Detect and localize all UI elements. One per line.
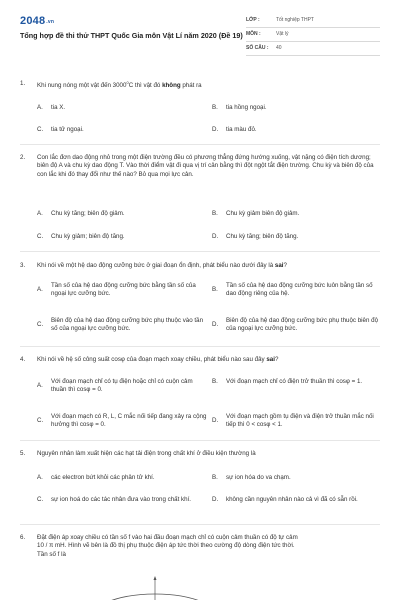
- option-b[interactable]: B. sự ion hóa do va chạm.: [212, 474, 291, 481]
- question-text: Khi nung nóng một vật đến 3000$^0$C thì vật đó không phát ra: [37, 80, 202, 90]
- question-2: [20, 154, 380, 240]
- meta-value: Tốt nghiệp THPT: [276, 17, 314, 24]
- option-a[interactable]: A. Tần số của hệ dao động cưỡng bức bằng tần số của ngoại lực cưỡng bức.: [37, 282, 196, 298]
- question-text: Đặt điện áp xoay chiều có tần số f vào hai đầu đoạn mạch chỉ có cuộn cảm thuần có độ tự cảm 10 / π mH. Hình vẽ bên là đồ thị phụ thuộc điện áp tức thời theo cường độ dòng điện tức thời. Tần số f là: [37, 534, 298, 558]
- question-number: 1.: [20, 80, 26, 87]
- document-title: Tổng hợp đề thi thử THPT Quốc Gia môn Vật Lí năm 2020 (Đề 19): [20, 31, 243, 40]
- question-number: 4.: [20, 356, 26, 363]
- option-c[interactable]: C. tia tử ngoại.: [37, 126, 84, 133]
- meta-key: LỚP :: [246, 17, 260, 24]
- question-text: Nguyên nhân làm xuất hiện các hạt tải điện trong chất khí ở điều kiện thường là: [37, 450, 256, 457]
- question-text: Khi nói về một hệ dao động cưỡng bức ở giai đoạn ổn định, phát biểu nào dưới đây là sai?: [37, 262, 287, 269]
- question-divider: [20, 440, 380, 441]
- meta-row-count: [246, 42, 380, 56]
- option-a[interactable]: A. Với đoạn mạch chỉ có tụ điện hoặc chỉ có cuộn cảm thuần thì cosφ = 0.: [37, 378, 193, 394]
- option-d[interactable]: D. không cần nguyên nhân nào cả vì đã có sẵn rồi.: [212, 496, 358, 503]
- option-b[interactable]: B. tia hồng ngoại.: [212, 104, 267, 111]
- option-c[interactable]: C. sự ion hoá do các tác nhân đưa vào trong chất khí.: [37, 496, 192, 503]
- option-b[interactable]: B. Với đoạn mạch chỉ có điện trở thuần thì cosφ = 1.: [212, 378, 363, 385]
- question-4: [20, 356, 380, 429]
- graph-axis-arrow: [154, 576, 157, 580]
- meta-row-subject: [246, 28, 380, 42]
- graph-figure: [80, 574, 230, 600]
- question-text: Khi nói về hệ số công suất cosφ của đoạn mạch xoay chiều, phát biểu nào sau đây sai?: [37, 356, 279, 363]
- exam-meta: [246, 14, 380, 56]
- option-d[interactable]: D. Chu kỳ tăng; biên độ tăng.: [212, 233, 299, 240]
- meta-value: 40: [276, 45, 282, 52]
- question-number: 6.: [20, 534, 26, 541]
- option-b[interactable]: B. Tần số của hệ dao động cưỡng bức luôn bằng tần số dao động riêng của hệ.: [212, 282, 373, 298]
- question-3: [20, 262, 380, 333]
- question-number: 2.: [20, 154, 26, 161]
- question-number: 3.: [20, 262, 26, 269]
- question-divider: [20, 251, 380, 252]
- option-d[interactable]: D. tia màu đỏ.: [212, 126, 257, 133]
- meta-key: SỐ CÂU :: [246, 45, 269, 52]
- question-divider: [20, 346, 380, 347]
- question-divider: [20, 524, 380, 525]
- question-1: [20, 80, 380, 133]
- meta-key: MÔN :: [246, 31, 261, 38]
- site-logo[interactable]: 2048.vn: [20, 15, 55, 27]
- question-number: 5.: [20, 450, 26, 457]
- page-header: [20, 14, 380, 66]
- question-text: Con lắc đơn dao động nhỏ trong một điện trường đều có phương thẳng đứng hướng xuống, vật nặng có điện tích dương; biên độ A và chu kỳ dao động T. Vào thời điểm vật đi qua vị trí cân bằng thì đột ngột tắt điện trường. Chu kỳ và biên độ của con lắc khi đó thay đổi như thế nào? Bỏ qua mọi lực cản.: [37, 154, 374, 178]
- meta-row-class: [246, 14, 380, 28]
- question-6: [20, 534, 380, 559]
- option-c[interactable]: C. Với đoạn mạch có R, L, C mắc nối tiếp đang xảy ra cộng hưởng thì cosφ = 0.: [37, 413, 207, 429]
- option-c[interactable]: C. Chu kỳ giảm; biên độ tăng.: [37, 233, 125, 240]
- option-b[interactable]: B. Chu kỳ giảm biên độ giảm.: [212, 210, 300, 217]
- option-a[interactable]: A. Chu kỳ tăng; biên độ giảm.: [37, 210, 125, 217]
- option-a[interactable]: A. các electron bứt khỏi các phân tử khí.: [37, 474, 155, 481]
- question-divider: [20, 144, 380, 145]
- option-d[interactable]: D. Với đoạn mạch gồm tụ điện và điện trở thuần mắc nối tiếp thì 0 < cosφ < 1.: [212, 413, 374, 429]
- question-5: [20, 450, 380, 503]
- option-a[interactable]: A. tia X.: [37, 104, 66, 111]
- option-c[interactable]: C. Biên độ của hệ dao động cưỡng bức phụ thuộc vào tần số của ngoại lực cưỡng bức.: [37, 317, 204, 333]
- meta-value: Vật lý: [276, 31, 289, 38]
- option-d[interactable]: D. Biên độ của hệ dao động cưỡng bức phụ thuộc biên độ của ngoại lực cưỡng bức.: [212, 317, 379, 333]
